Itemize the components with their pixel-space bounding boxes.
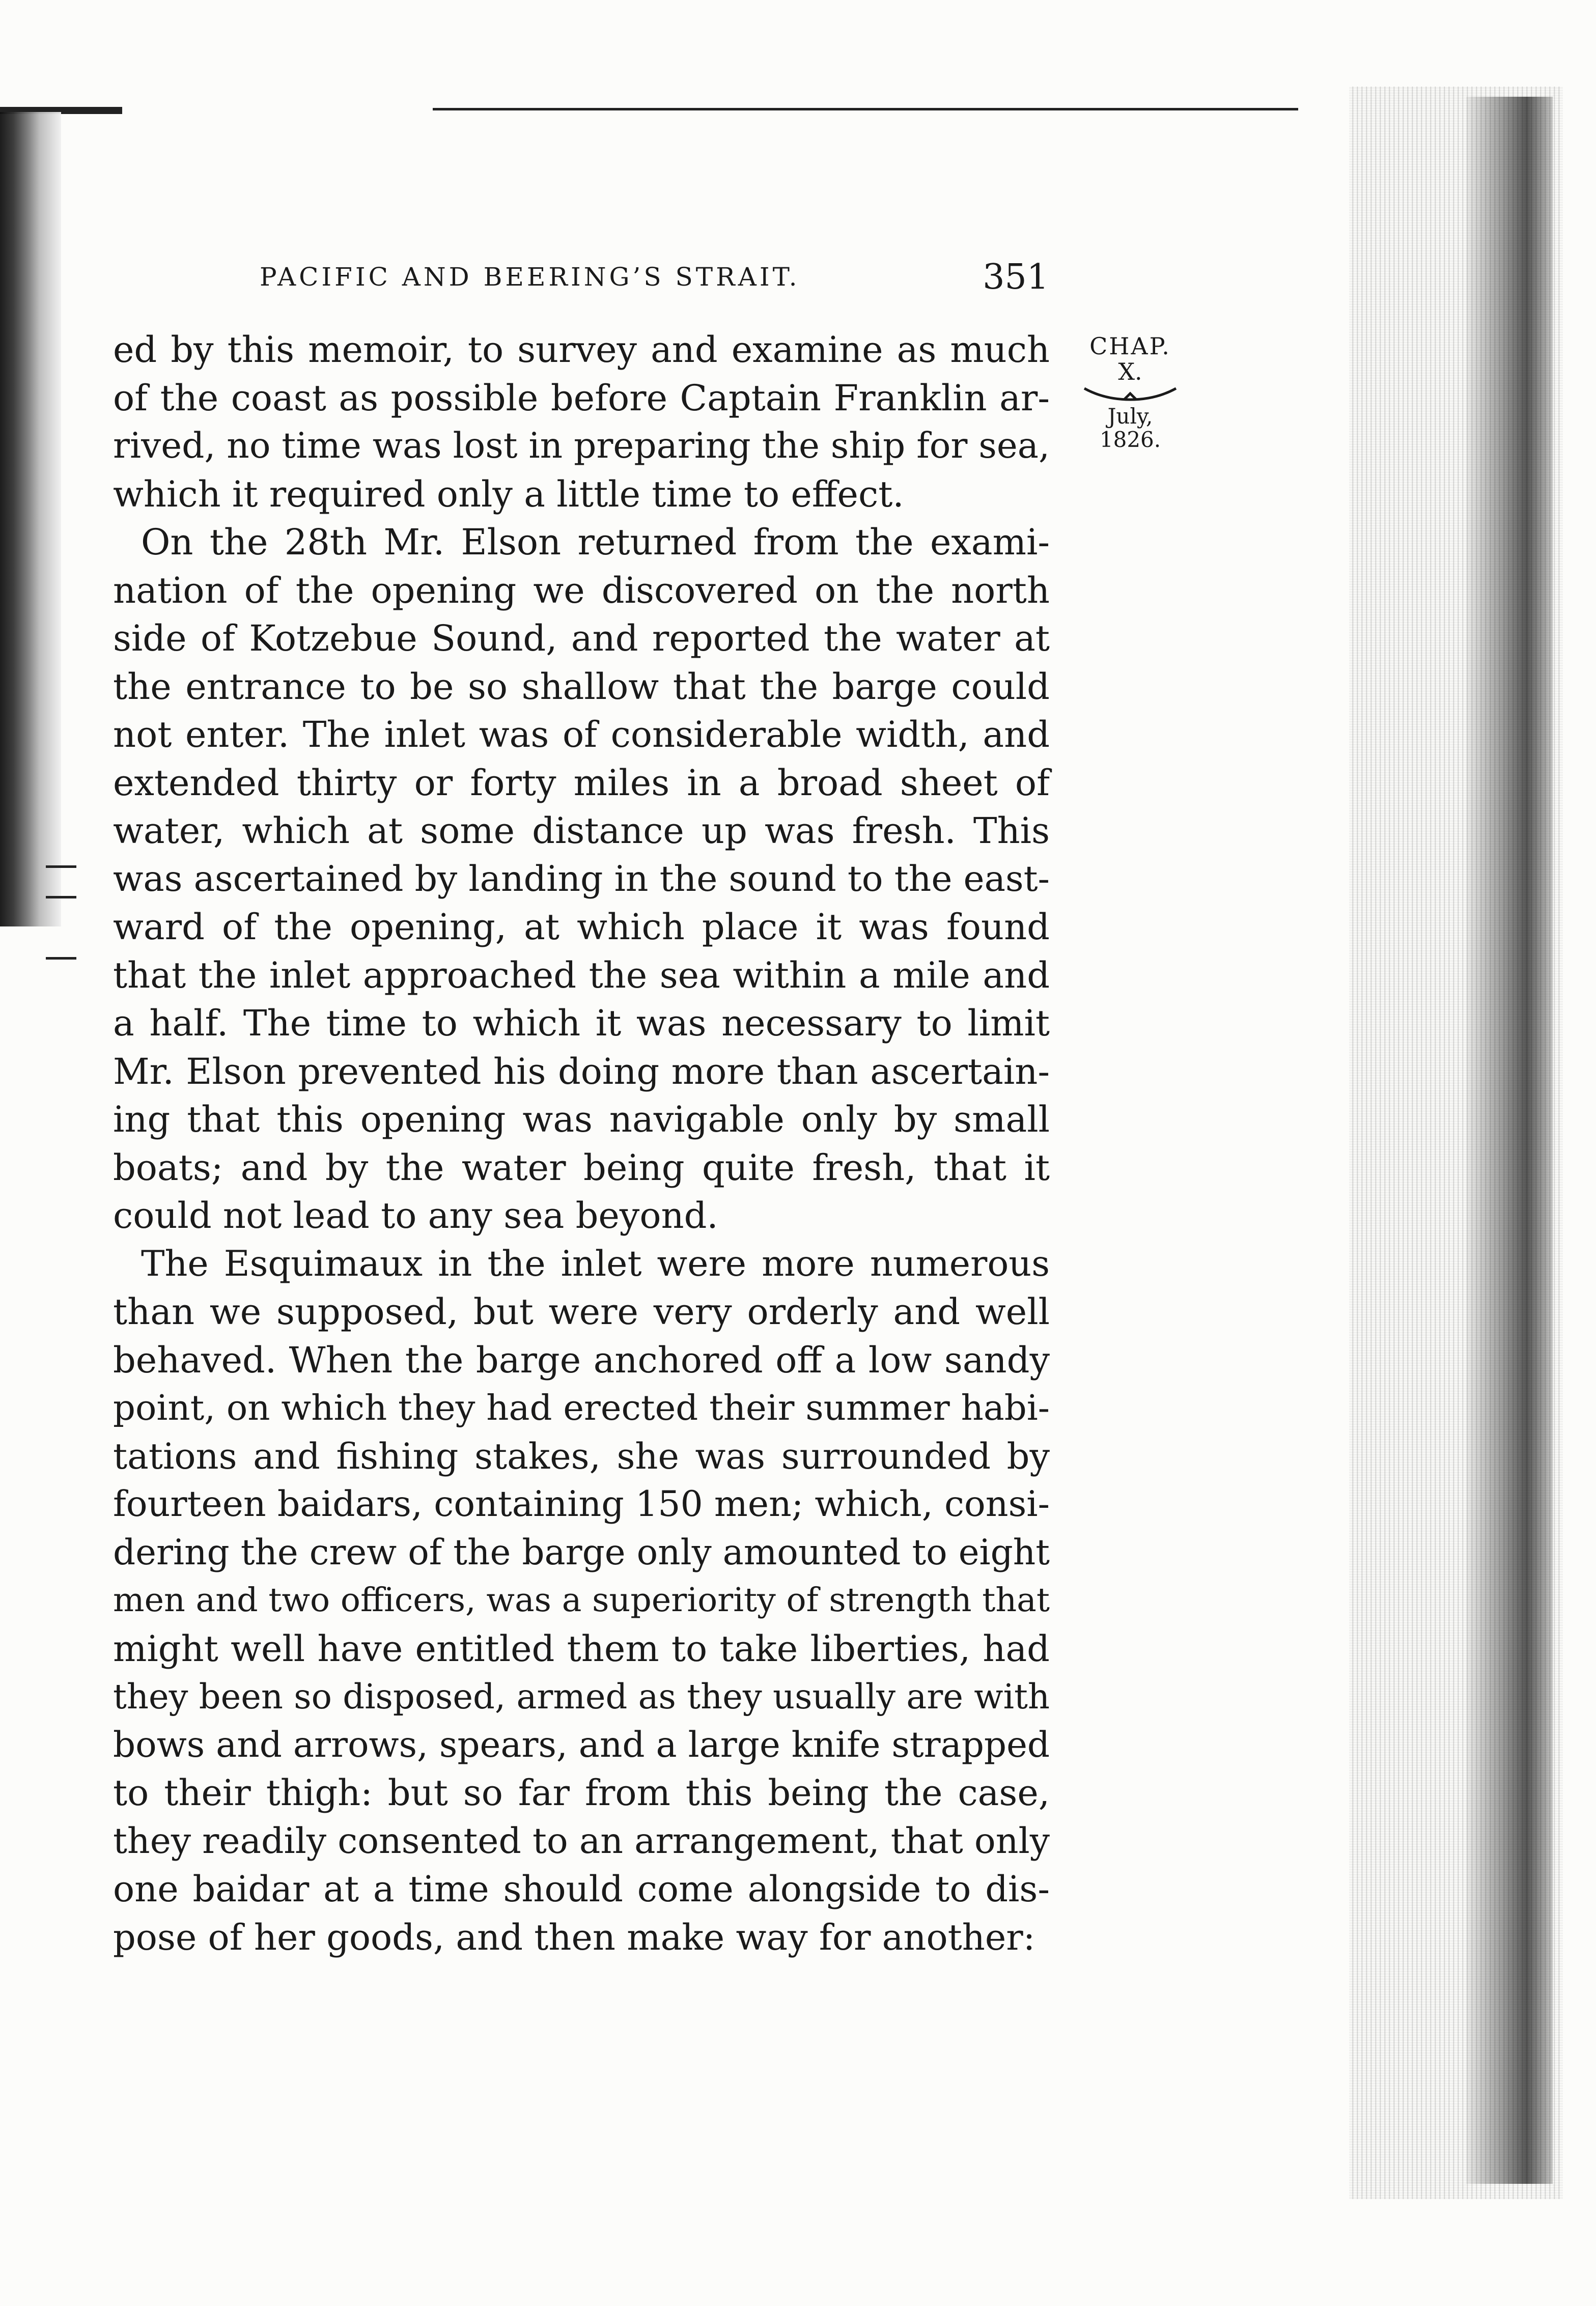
text-line: extended thirty or forty miles in a broad sheet of (113, 762, 1050, 804)
text-line: On the 28th Mr. Elson returned from the exami- (141, 521, 1050, 563)
right-edge-shadow (1466, 97, 1553, 2184)
binding-tick-mark (46, 957, 76, 960)
text-line: behaved. When the barge anchored off a low sandy (113, 1339, 1050, 1381)
text-line: could not lead to any sea beyond. (113, 1195, 718, 1236)
text-line: The Esquimaux in the inlet were more numerous (141, 1243, 1050, 1284)
text-line: a half. The time to which it was necessary to limit (113, 1002, 1050, 1044)
binding-tick-mark (46, 865, 76, 868)
text-line: bows and arrows, spears, and a large knife strapped (113, 1724, 1050, 1765)
text-line: the entrance to be so shallow that the barge could (113, 665, 1050, 708)
text-line: they been so disposed, armed as they usually are with (113, 1677, 1050, 1717)
page-number: 351 (983, 257, 1049, 297)
margin-year: 1826. (1099, 427, 1161, 452)
text-line: ed by this memoir, to survey and examine as much (113, 329, 1050, 371)
left-binding-shadow (0, 112, 61, 926)
text-line: one baidar at a time should come alongside to dis- (113, 1868, 1050, 1910)
running-title: PACIFIC AND BEERING’S STRAIT. (260, 262, 800, 292)
text-line: ing that this opening was navigable only by small (113, 1099, 1050, 1140)
text-line: of the coast as possible before Captain Franklin ar- (113, 377, 1050, 419)
text-line: not enter. The inlet was of considerable width, and (113, 714, 1050, 755)
text-line: was ascertained by landing in the sound to the east- (113, 858, 1050, 899)
body-text (113, 326, 1050, 1961)
text-line: men and two officers, was a superiority of strength that (113, 1581, 1050, 1619)
text-line: boats; and by the water being quite fresh, that it (113, 1146, 1050, 1189)
margin-note (1074, 333, 1186, 452)
text-line: Mr. Elson prevented his doing more than ascertain- (113, 1050, 1050, 1092)
running-head (112, 257, 1049, 303)
margin-chapter-number: X. (1118, 358, 1142, 385)
margin-month: July, (1107, 404, 1153, 429)
text-line: to their thigh: but so far from this being the case, (113, 1772, 1050, 1814)
text-line: side of Kotzebue Sound, and reported the water at (113, 617, 1050, 659)
text-line: water, which at some distance up was fresh. This (113, 810, 1050, 852)
text-line: point, on which they had erected their summer habi- (113, 1388, 1050, 1428)
text-line: might well have entitled them to take liberties, had (113, 1627, 1050, 1670)
text-line: which it required only a little time to effect. (113, 473, 904, 515)
margin-brace-ornament (1079, 384, 1181, 405)
binding-tick-mark (46, 896, 76, 898)
text-line: rived, no time was lost in preparing the ship for sea, (113, 426, 1050, 466)
text-line: they readily consented to an arrangement, that only (113, 1820, 1050, 1862)
margin-chapter-label: CHAP. (1089, 332, 1171, 360)
text-line: dering the crew of the barge only amounted to eight (113, 1532, 1050, 1573)
text-line: pose of her goods, and then make way for another: (113, 1916, 1035, 1958)
text-line: fourteen baidars, containing 150 men; which, consi- (113, 1483, 1050, 1525)
text-line: that the inlet approached the sea within a mile and (113, 954, 1050, 996)
text-line: ward of the opening, at which place it was found (113, 906, 1050, 948)
top-rule (433, 108, 1298, 110)
text-line: nation of the opening we discovered on the north (113, 569, 1050, 611)
text-line: tations and fishing stakes, she was surrounded by (113, 1435, 1050, 1477)
text-line: than we supposed, but were very orderly and well (113, 1291, 1050, 1333)
